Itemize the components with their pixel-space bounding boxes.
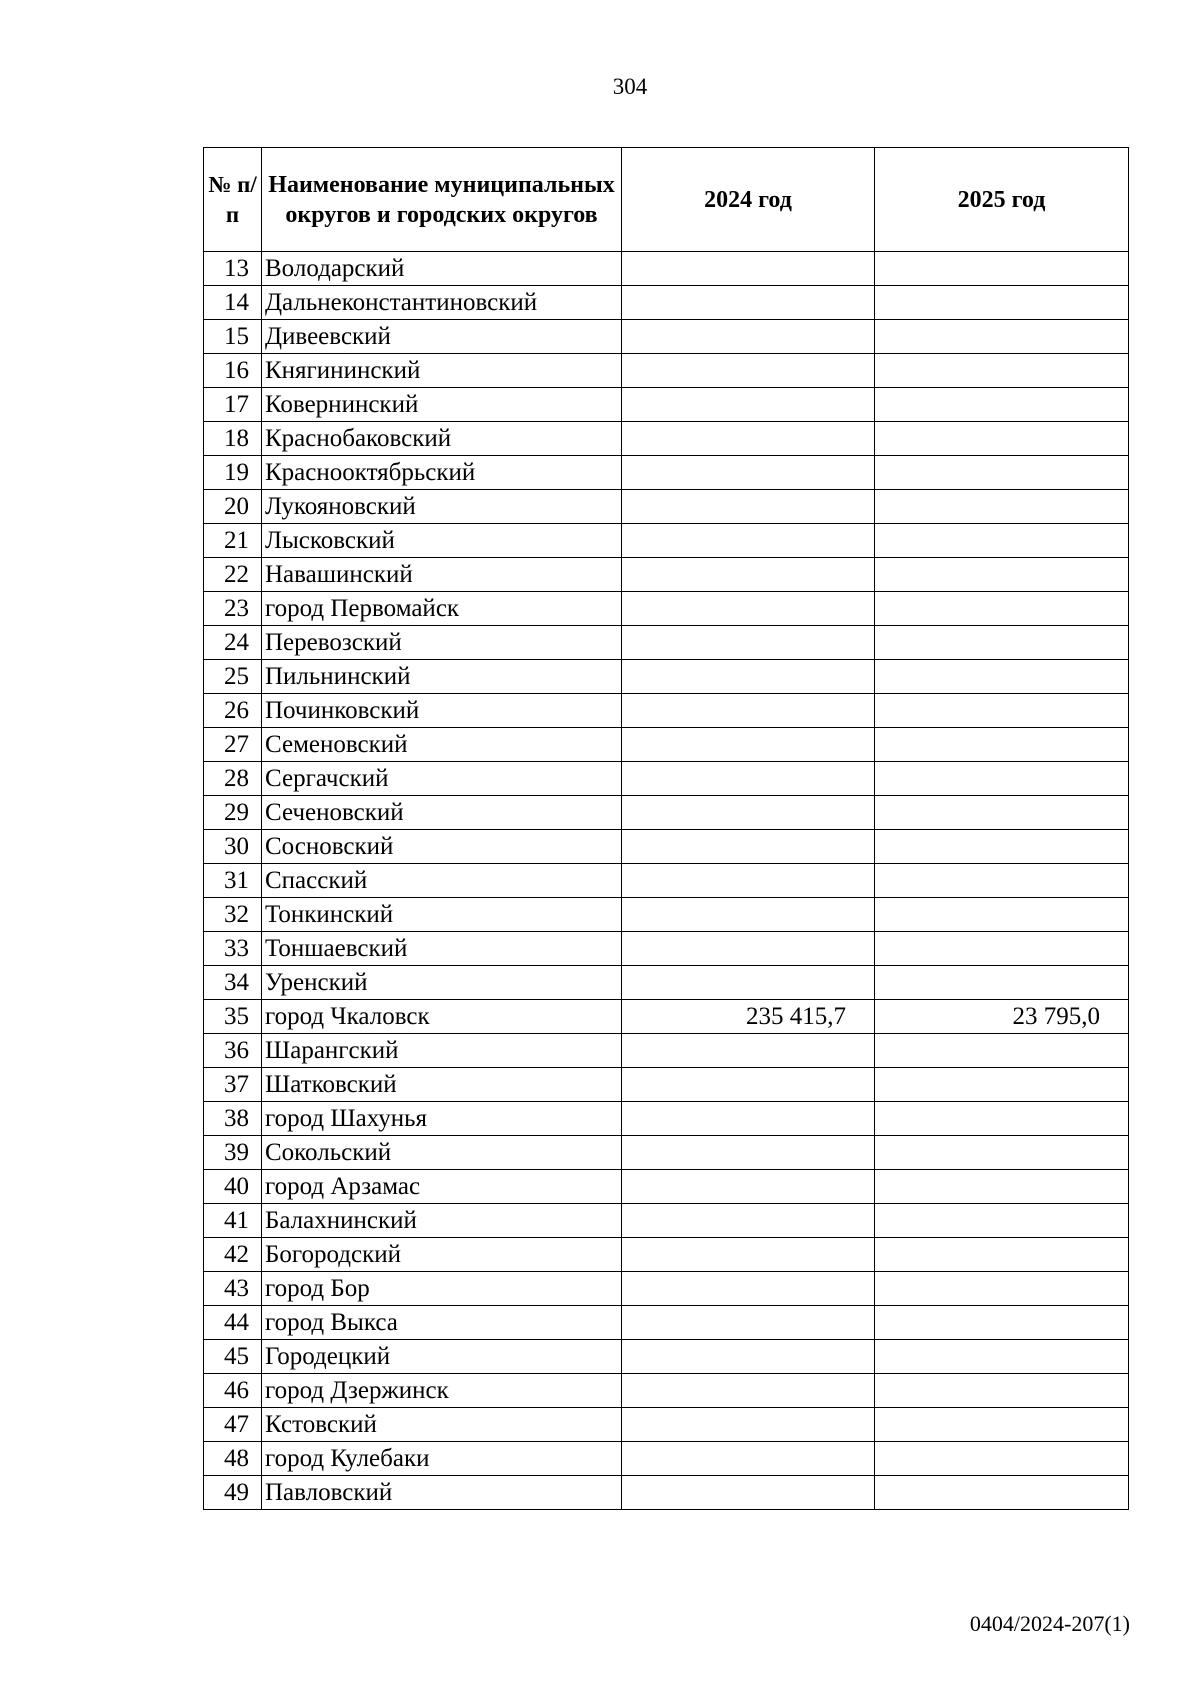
table-row	[204, 1374, 1129, 1408]
table-row	[204, 932, 1129, 966]
row-value-2024	[622, 1272, 875, 1306]
row-municipality-name: город Шахунья	[262, 1102, 622, 1136]
row-municipality-name: город Выкса	[262, 1306, 622, 1340]
table-row	[204, 966, 1129, 1000]
table-row	[204, 1102, 1129, 1136]
row-municipality-name: город Бор	[262, 1272, 622, 1306]
header-year-2024: 2024 год	[622, 148, 875, 252]
row-value-2024	[622, 422, 875, 456]
row-number: 18	[204, 422, 262, 456]
header-number: № п/п	[204, 148, 262, 252]
row-number: 13	[204, 252, 262, 286]
row-value-2025	[875, 1408, 1129, 1442]
row-value-2025	[875, 966, 1129, 1000]
table-row	[204, 1204, 1129, 1238]
row-municipality-name: Спасский	[262, 864, 622, 898]
row-value-2025	[875, 1374, 1129, 1408]
row-municipality-name: Навашинский	[262, 558, 622, 592]
row-value-2024	[622, 286, 875, 320]
row-municipality-name: Княгининский	[262, 354, 622, 388]
table-header-row	[204, 148, 1129, 252]
table-row	[204, 1238, 1129, 1272]
table-row	[204, 1272, 1129, 1306]
row-value-2024	[622, 252, 875, 286]
table-row	[204, 252, 1129, 286]
row-value-2025	[875, 1068, 1129, 1102]
table-row	[204, 762, 1129, 796]
row-value-2025	[875, 1442, 1129, 1476]
row-value-2025	[875, 1340, 1129, 1374]
row-value-2025	[875, 830, 1129, 864]
row-municipality-name: город Чкаловск	[262, 1000, 622, 1034]
row-municipality-name: Павловский	[262, 1476, 622, 1510]
table-row	[204, 1306, 1129, 1340]
row-number: 14	[204, 286, 262, 320]
row-value-2025	[875, 762, 1129, 796]
row-number: 43	[204, 1272, 262, 1306]
row-number: 49	[204, 1476, 262, 1510]
table-row	[204, 320, 1129, 354]
row-number: 40	[204, 1170, 262, 1204]
row-number: 39	[204, 1136, 262, 1170]
row-number: 45	[204, 1340, 262, 1374]
row-value-2025	[875, 592, 1129, 626]
table-row	[204, 1136, 1129, 1170]
row-value-2024: 235 415,7	[622, 1000, 875, 1034]
row-municipality-name: Починковский	[262, 694, 622, 728]
row-municipality-name: Перевозский	[262, 626, 622, 660]
table-row	[204, 354, 1129, 388]
row-value-2025	[875, 898, 1129, 932]
row-municipality-name: Дивеевский	[262, 320, 622, 354]
row-number: 23	[204, 592, 262, 626]
row-municipality-name: Лысковский	[262, 524, 622, 558]
row-number: 17	[204, 388, 262, 422]
table-row	[204, 864, 1129, 898]
row-value-2024	[622, 932, 875, 966]
row-value-2025	[875, 864, 1129, 898]
row-number: 28	[204, 762, 262, 796]
row-value-2025	[875, 286, 1129, 320]
row-number: 42	[204, 1238, 262, 1272]
row-number: 41	[204, 1204, 262, 1238]
row-value-2024	[622, 626, 875, 660]
row-value-2024	[622, 1136, 875, 1170]
row-value-2025	[875, 558, 1129, 592]
row-number: 22	[204, 558, 262, 592]
row-value-2025	[875, 490, 1129, 524]
row-number: 24	[204, 626, 262, 660]
table-row	[204, 422, 1129, 456]
row-value-2024	[622, 1204, 875, 1238]
row-value-2024	[622, 1476, 875, 1510]
document-code: 0404/2024-207(1)	[969, 1611, 1130, 1636]
row-value-2025	[875, 1204, 1129, 1238]
row-number: 30	[204, 830, 262, 864]
row-municipality-name: Тоншаевский	[262, 932, 622, 966]
table-row	[204, 898, 1129, 932]
table-row	[204, 1476, 1129, 1510]
row-value-2024	[622, 830, 875, 864]
row-value-2024	[622, 1102, 875, 1136]
table-row	[204, 1442, 1129, 1476]
row-value-2025	[875, 354, 1129, 388]
row-value-2025	[875, 660, 1129, 694]
row-municipality-name: Лукояновский	[262, 490, 622, 524]
row-value-2025	[875, 932, 1129, 966]
row-municipality-name: Балахнинский	[262, 1204, 622, 1238]
row-value-2025	[875, 694, 1129, 728]
row-value-2024	[622, 1340, 875, 1374]
row-value-2025	[875, 796, 1129, 830]
row-municipality-name: Краснооктябрьский	[262, 456, 622, 490]
row-value-2024	[622, 762, 875, 796]
header-municipality-name: Наименование муниципальных округов и городских округов	[262, 148, 622, 252]
table-row	[204, 1170, 1129, 1204]
row-municipality-name: Богородский	[262, 1238, 622, 1272]
row-municipality-name: Краснобаковский	[262, 422, 622, 456]
table-row	[204, 1000, 1129, 1034]
row-value-2024	[622, 660, 875, 694]
row-municipality-name: Тонкинский	[262, 898, 622, 932]
row-municipality-name: Семеновский	[262, 728, 622, 762]
row-value-2024	[622, 354, 875, 388]
row-municipality-name: Пильнинский	[262, 660, 622, 694]
row-number: 20	[204, 490, 262, 524]
row-municipality-name: Уренский	[262, 966, 622, 1000]
row-municipality-name: город Арзамас	[262, 1170, 622, 1204]
row-value-2024	[622, 1374, 875, 1408]
row-number: 16	[204, 354, 262, 388]
row-municipality-name: Шатковский	[262, 1068, 622, 1102]
table-row	[204, 796, 1129, 830]
row-value-2024	[622, 796, 875, 830]
row-municipality-name: Сеченовский	[262, 796, 622, 830]
table-row	[204, 626, 1129, 660]
row-value-2024	[622, 728, 875, 762]
row-value-2024	[622, 1408, 875, 1442]
row-municipality-name: город Первомайск	[262, 592, 622, 626]
row-value-2024	[622, 1306, 875, 1340]
row-value-2025	[875, 1272, 1129, 1306]
row-municipality-name: Кстовский	[262, 1408, 622, 1442]
row-number: 32	[204, 898, 262, 932]
row-municipality-name: Городецкий	[262, 1340, 622, 1374]
row-value-2024	[622, 388, 875, 422]
table-row	[204, 694, 1129, 728]
table-row	[204, 1340, 1129, 1374]
row-number: 25	[204, 660, 262, 694]
row-number: 27	[204, 728, 262, 762]
row-value-2024	[622, 966, 875, 1000]
row-value-2024	[622, 864, 875, 898]
row-municipality-name: Сокольский	[262, 1136, 622, 1170]
row-value-2025	[875, 1238, 1129, 1272]
row-municipality-name: Сосновский	[262, 830, 622, 864]
row-value-2024	[622, 320, 875, 354]
row-number: 44	[204, 1306, 262, 1340]
header-year-2025: 2025 год	[875, 148, 1129, 252]
row-number: 46	[204, 1374, 262, 1408]
row-value-2024	[622, 1170, 875, 1204]
row-value-2025: 23 795,0	[875, 1000, 1129, 1034]
row-number: 38	[204, 1102, 262, 1136]
row-value-2025	[875, 1102, 1129, 1136]
row-value-2025	[875, 1170, 1129, 1204]
row-value-2024	[622, 592, 875, 626]
row-value-2025	[875, 1034, 1129, 1068]
row-value-2024	[622, 1034, 875, 1068]
table-row	[204, 830, 1129, 864]
row-municipality-name: город Дзержинск	[262, 1374, 622, 1408]
row-value-2024	[622, 898, 875, 932]
table-row	[204, 558, 1129, 592]
row-municipality-name: Дальнеконстантиновский	[262, 286, 622, 320]
row-number: 26	[204, 694, 262, 728]
table-row	[204, 728, 1129, 762]
row-value-2025	[875, 1136, 1129, 1170]
row-value-2025	[875, 1476, 1129, 1510]
row-value-2025	[875, 320, 1129, 354]
row-number: 15	[204, 320, 262, 354]
table-row	[204, 490, 1129, 524]
table-row	[204, 660, 1129, 694]
row-municipality-name: город Кулебаки	[262, 1442, 622, 1476]
table-row	[204, 592, 1129, 626]
row-value-2024	[622, 490, 875, 524]
row-number: 35	[204, 1000, 262, 1034]
row-value-2025	[875, 456, 1129, 490]
row-value-2024	[622, 524, 875, 558]
row-number: 37	[204, 1068, 262, 1102]
row-number: 31	[204, 864, 262, 898]
row-value-2024	[622, 694, 875, 728]
row-value-2024	[622, 1068, 875, 1102]
table-row	[204, 456, 1129, 490]
municipalities-table	[203, 147, 1129, 1510]
row-number: 33	[204, 932, 262, 966]
row-number: 19	[204, 456, 262, 490]
row-value-2025	[875, 422, 1129, 456]
row-municipality-name: Ковернинский	[262, 388, 622, 422]
row-number: 34	[204, 966, 262, 1000]
row-value-2024	[622, 558, 875, 592]
row-number: 47	[204, 1408, 262, 1442]
row-value-2025	[875, 388, 1129, 422]
table-row	[204, 524, 1129, 558]
page-number: 304	[612, 74, 648, 99]
table-body	[204, 252, 1129, 1510]
row-number: 29	[204, 796, 262, 830]
table-row	[204, 388, 1129, 422]
row-value-2024	[622, 456, 875, 490]
row-value-2025	[875, 524, 1129, 558]
row-value-2025	[875, 728, 1129, 762]
table-row	[204, 1034, 1129, 1068]
row-municipality-name: Шарангский	[262, 1034, 622, 1068]
table-row	[204, 1068, 1129, 1102]
row-value-2025	[875, 1306, 1129, 1340]
row-value-2024	[622, 1238, 875, 1272]
row-municipality-name: Володарский	[262, 252, 622, 286]
row-number: 48	[204, 1442, 262, 1476]
row-number: 36	[204, 1034, 262, 1068]
row-number: 21	[204, 524, 262, 558]
row-municipality-name: Сергачский	[262, 762, 622, 796]
table-row	[204, 1408, 1129, 1442]
row-value-2024	[622, 1442, 875, 1476]
table-header	[204, 148, 1129, 252]
row-value-2025	[875, 626, 1129, 660]
table-row	[204, 286, 1129, 320]
row-value-2025	[875, 252, 1129, 286]
